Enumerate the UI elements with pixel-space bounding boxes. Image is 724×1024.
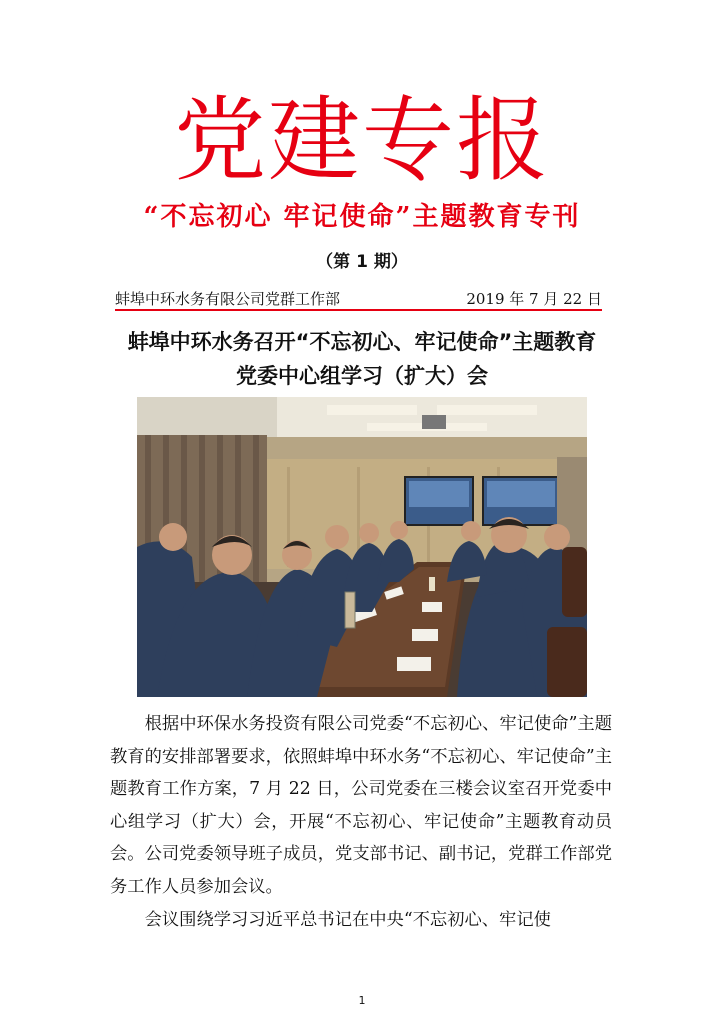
masthead-title: 党建专报 bbox=[173, 87, 550, 194]
headline-line-2: 党委中心组学习（扩大）会 bbox=[236, 364, 488, 388]
article-headline bbox=[60, 325, 664, 393]
publisher-org: 蚌埠中环水务有限公司党群工作部 bbox=[115, 290, 341, 308]
body-paragraph-2: 会议围绕学习习近平总书记在中央“不忘初心、牢记使 bbox=[144, 909, 551, 930]
meeting-photo bbox=[137, 397, 587, 697]
page-number: 1 bbox=[358, 994, 366, 1007]
subtitle: “不忘初心 牢记使命”主题教育专刊 bbox=[143, 202, 581, 232]
headline-line-1: 蚌埠中环水务召开“不忘初心、牢记使命”主题教育 bbox=[127, 330, 597, 354]
issue-number: （第 1 期） bbox=[316, 252, 408, 272]
publish-date: 2019 年 7 月 22 日 bbox=[466, 290, 602, 308]
header-rule bbox=[115, 309, 602, 311]
body-paragraph-1: 根据中环保水务投资有限公司党委“不忘初心、牢记使命”主题教育的安排部署要求，依照蚌埠中环水务“不忘初心、牢记使命”主题教育工作方案，7 月 22 日，公司党委在三楼会议室召开党委中心组学习（扩大）会，开展“不忘初心、牢记使命”主题教育动员会。公司党委领导班子成员，党支部书记、副书记，党群工作部党务工作人员参加会议。 bbox=[110, 714, 612, 897]
article-body bbox=[110, 708, 612, 936]
publisher-row bbox=[115, 286, 602, 310]
